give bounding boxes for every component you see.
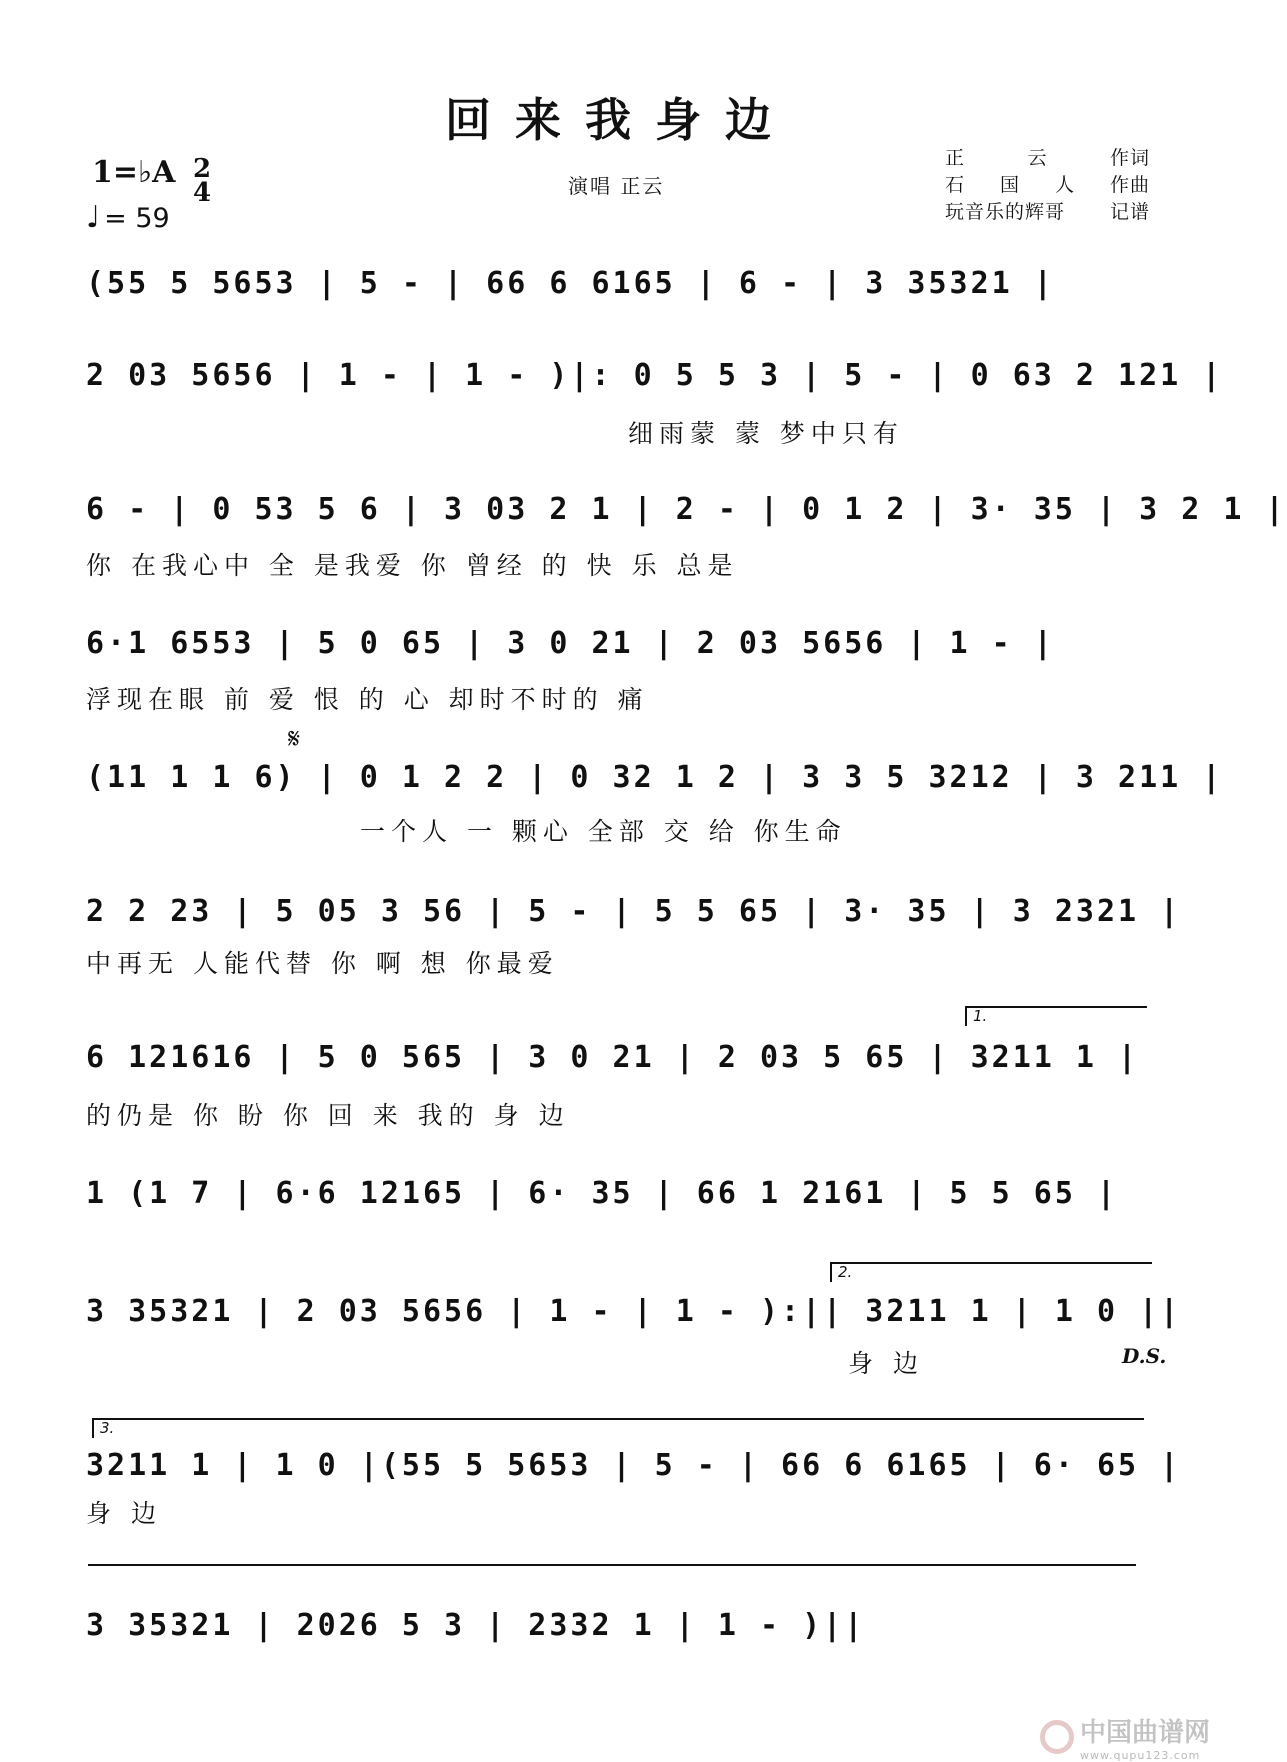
quarter-note-icon: ♩: [86, 200, 101, 235]
score-line-6: 2 2 23 | 5 05 3 56 | 5 - | 5 5 65 | 3· 35 | 3 2321 |: [86, 894, 1182, 929]
watermark-brand: 中国曲谱网: [1080, 1718, 1211, 1748]
volta-3-label: 3.: [100, 1419, 115, 1437]
score-line-2: 2 03 5656 | 1 - | 1 - )|: 0 5 5 3 | 5 - | 0 63 2 121 |: [86, 358, 1224, 393]
credit-name: 玩音乐的辉哥: [945, 201, 1066, 223]
volta-1-label: 1.: [973, 1007, 988, 1025]
lyric-line-9: 身 边: [848, 1349, 924, 1378]
lyric-line-5: 一个人 一 颗心 全部 交 给 你生命: [360, 817, 847, 846]
volta-2-bracket: [830, 1262, 1152, 1282]
credit-role: 记谱: [1109, 201, 1150, 223]
lyric-line-4: 浮现在眼 前 爱 恨 的 心 却时不时的 痛: [86, 685, 649, 714]
lyric-line-7: 的仍是 你 盼 你 回 来 我的 身 边: [86, 1101, 570, 1130]
credit-name-char: 人: [1054, 174, 1075, 196]
score-line-4: 6·1 6553 | 5 0 65 | 3 0 21 | 2 03 5656 | 1 - |: [86, 626, 1055, 661]
time-signature: [193, 154, 212, 208]
score-line-7: 6 121616 | 5 0 565 | 3 0 21 | 2 03 5 65 | 3211 1 |: [86, 1040, 1140, 1075]
lyric-line-2: 细雨蒙 蒙 梦中只有: [628, 419, 904, 448]
tempo-marking: [86, 200, 170, 235]
score-line-3: 6 - | 0 53 5 6 | 3 03 2 1 | 2 - | 0 1 2 | 3· 35 | 3 2 1 |: [86, 492, 1287, 527]
volta-1-bracket: [965, 1006, 1147, 1026]
score-line-11: 3 35321 | 2026 5 3 | 2332 1 | 1 - )||: [86, 1608, 866, 1643]
meter-top: 2: [193, 154, 212, 184]
tempo-value: = 59: [104, 203, 170, 234]
credit-role: 作词: [1109, 147, 1150, 169]
segno-sign: 𝄋: [288, 722, 301, 755]
lyric-line-3: 你 在我心中 全 是我爱 你 曾经 的 快 乐 总是: [86, 551, 739, 580]
score-line-1: (55 5 5653 | 5 - | 66 6 6165 | 6 - | 3 35321 |: [86, 266, 1055, 301]
transcriber-credit: [945, 197, 1150, 224]
composer-credit: [945, 170, 1150, 197]
site-logo-icon: [1040, 1720, 1074, 1754]
volta-3-bracket: [92, 1418, 1144, 1438]
watermark-url: www.qupu123.com: [1080, 1749, 1201, 1762]
credit-name-char: 石: [945, 174, 966, 196]
site-watermark: [1040, 1712, 1210, 1762]
lyric-line-6: 中再无 人能代替 你 啊 想 你最爱: [86, 949, 559, 978]
singer-credit: 演唱 正云: [568, 174, 665, 198]
page-title: 回来我身边: [445, 93, 795, 147]
lyricist-credit: [945, 143, 1150, 170]
score-line-5: (11 1 1 6) | 0 1 2 2 | 0 32 1 2 | 3 3 5 3212 | 3 211 |: [86, 760, 1224, 795]
lyric-line-10: 身 边: [86, 1499, 162, 1528]
credit-role: 作曲: [1109, 174, 1150, 196]
credit-name-char: 国: [999, 174, 1020, 196]
dal-segno-marking: D.S.: [1122, 1344, 1167, 1368]
score-line-9: 3 35321 | 2 03 5656 | 1 - | 1 - ):|| 3211 1 | 1 0 ||: [86, 1294, 1182, 1329]
key-signature: 1=♭A: [92, 155, 176, 190]
score-line-10: 3211 1 | 1 0 |(55 5 5653 | 5 - | 66 6 6165 | 6· 65 |: [86, 1448, 1182, 1483]
tie-line: [88, 1564, 1136, 1566]
score-line-8: 1 (1 7 | 6·6 12165 | 6· 35 | 66 1 2161 | 5 5 65 |: [86, 1176, 1119, 1211]
credit-name-char: 云: [1027, 147, 1048, 169]
credit-name-char: 正: [945, 147, 966, 169]
meter-bottom: 4: [193, 178, 212, 208]
volta-2-label: 2.: [838, 1263, 853, 1281]
